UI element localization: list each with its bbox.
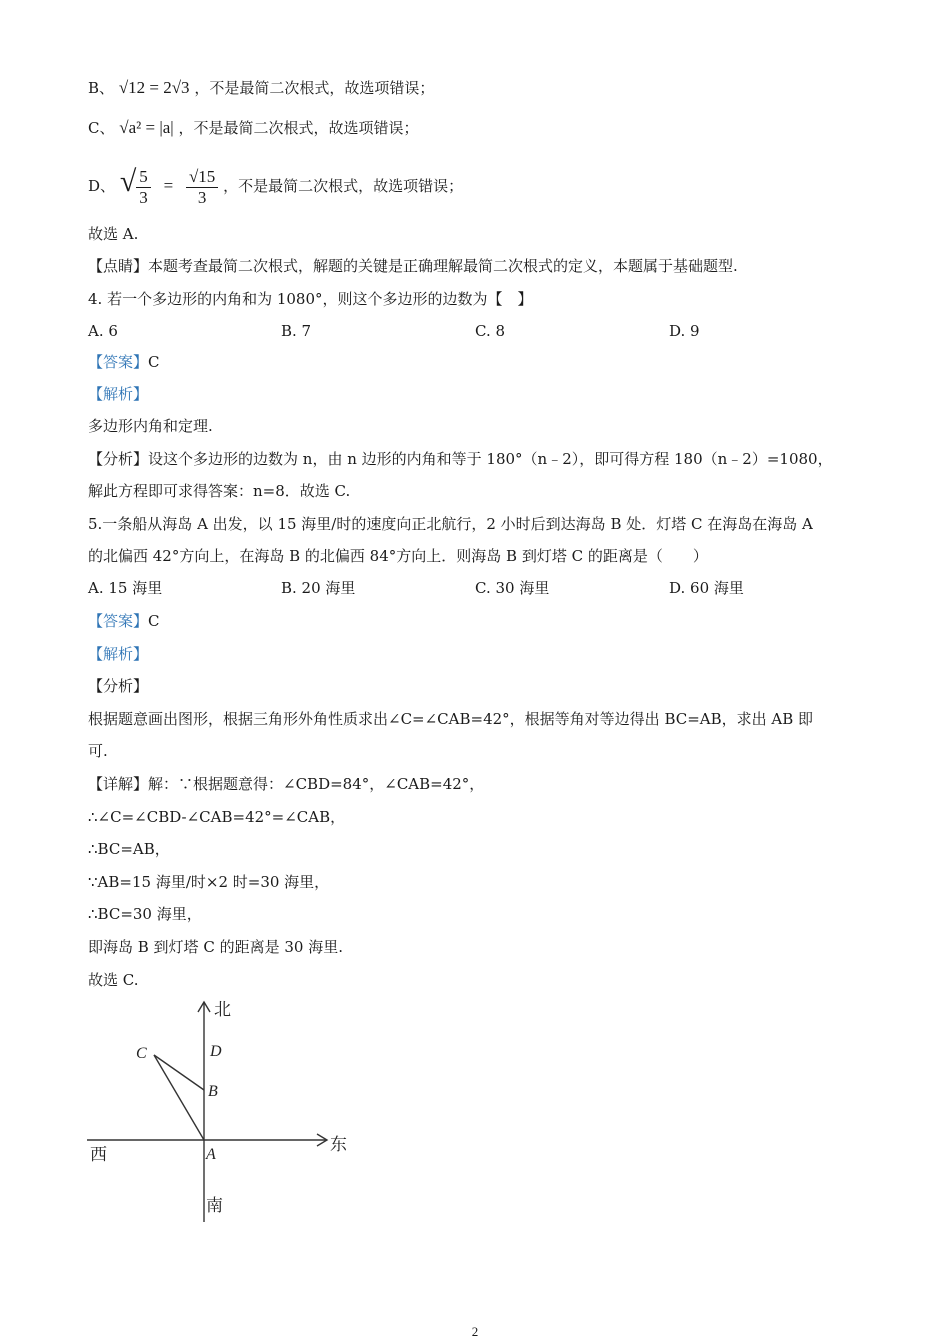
north-label: 北 bbox=[214, 1000, 231, 1019]
q4-option-a: A. 6 bbox=[88, 322, 118, 340]
page-number: 2 bbox=[471, 1324, 479, 1339]
point-c-label: C bbox=[136, 1045, 147, 1062]
q4-option-b: B. 7 bbox=[281, 322, 312, 340]
west-label: 西 bbox=[90, 1145, 107, 1164]
q5-detail-line1: 【详解】解：∵根据题意得：∠CBD=84°，∠CAB=42°， bbox=[88, 775, 485, 793]
q4-analysis-line1 bbox=[88, 449, 833, 469]
q5-detail-line2: ∴∠C=∠CBD-∠CAB=42°=∠CAB， bbox=[88, 808, 346, 826]
numerator: 5 bbox=[136, 167, 151, 188]
q5-option-c: C. 30 海里 bbox=[475, 579, 550, 597]
q4-analysis-tag: 【解析】 bbox=[88, 385, 149, 403]
q5-detail-line4: ∵AB=15 海里/时×2 时=30 海里， bbox=[88, 873, 330, 891]
option-text: ，不是最简二次根式，故选项错误； bbox=[194, 79, 435, 97]
q4-answer bbox=[88, 352, 160, 372]
q3-comment bbox=[88, 256, 738, 276]
q5-stem-line2: 的北偏西 42°方向上，在海岛 B 的北偏西 84°方向上．则海岛 B 到灯塔 C 的距离是（ ） bbox=[88, 547, 708, 565]
q5-analysis-line1: 根据题意画出图形，根据三角形外角性质求出∠C=∠CAB=42°，根据等角对等边得出 BC=AB，求出 AB 即 bbox=[88, 710, 814, 728]
option-d-review bbox=[88, 158, 463, 210]
q5-option-a: A. 15 海里 bbox=[88, 579, 163, 597]
q5-option-b: B. 20 海里 bbox=[281, 579, 356, 597]
denominator: 3 bbox=[197, 187, 207, 207]
option-label: C、 bbox=[88, 119, 115, 137]
q5-detail-line6: 即海岛 B 到灯塔 C 的距离是 30 海里. bbox=[88, 938, 343, 956]
numerator: √15 bbox=[186, 167, 218, 188]
option-label: B、 bbox=[88, 79, 115, 97]
q5-analysis-line2: 可. bbox=[88, 742, 108, 760]
denominator: 3 bbox=[139, 187, 148, 207]
option-b-review bbox=[88, 78, 434, 98]
point-b-label: B bbox=[208, 1083, 218, 1100]
analysis-text: 设这个多边形的边数为 n，由 n 边形的内角和等于 180°（n﹣2），即可得方程 180（n﹣2）=1080， bbox=[148, 450, 833, 468]
q5-conclusion: 故选 C. bbox=[88, 971, 139, 989]
analysis-label: 【分析】 bbox=[88, 450, 149, 468]
q5-answer bbox=[88, 611, 160, 631]
q5-stem-line1: 5.一条船从海岛 A 出发，以 15 海里/时的速度向正北航行，2 小时后到达海岛 B 处．灯塔 C 在海岛在海岛 A bbox=[88, 515, 813, 533]
compass-diagram bbox=[80, 990, 370, 1230]
answer-tag: 【答案】 bbox=[88, 353, 149, 371]
segment-cb bbox=[154, 1055, 204, 1090]
answer-tag: 【答案】 bbox=[88, 612, 149, 630]
answer-value: C bbox=[148, 353, 160, 371]
q4-stem: 4. 若一个多边形的内角和为 1080°，则这个多边形的边数为【 】 bbox=[88, 290, 533, 308]
math-expression: √a² = |a| bbox=[119, 118, 174, 137]
segment-ca bbox=[154, 1055, 204, 1140]
q5-analysis-label: 【分析】 bbox=[88, 677, 149, 695]
option-c-review bbox=[88, 118, 418, 138]
q5-detail-line5: ∴BC=30 海里， bbox=[88, 905, 202, 923]
comment-text: 本题考查最简二次根式，解题的关键是正确理解最简二次根式的定义，本题属于基础题型. bbox=[148, 257, 738, 275]
answer-value: C bbox=[148, 612, 160, 630]
option-text: ，不是最简二次根式，故选项错误； bbox=[178, 119, 419, 137]
fraction-lhs bbox=[136, 167, 151, 208]
equals-sign: = bbox=[163, 176, 174, 195]
south-label: 南 bbox=[206, 1196, 223, 1215]
q5-detail-line3: ∴BC=AB， bbox=[88, 840, 170, 858]
option-label: D、 bbox=[88, 177, 116, 195]
point-a-label: A bbox=[206, 1146, 216, 1163]
option-text: ，不是最简二次根式，故选项错误； bbox=[223, 177, 464, 195]
point-d-label: D bbox=[210, 1043, 222, 1060]
q5-analysis-tag: 【解析】 bbox=[88, 645, 149, 663]
q4-analysis-line2: 解此方程即可求得答案：n=8．故选 C. bbox=[88, 482, 351, 500]
q4-option-c: C. 8 bbox=[475, 322, 506, 340]
east-label: 东 bbox=[330, 1135, 347, 1154]
q4-option-d: D. 9 bbox=[669, 322, 700, 340]
sqrt-symbol: √ bbox=[119, 165, 137, 198]
q4-topic: 多边形内角和定理. bbox=[88, 417, 213, 435]
comment-tag: 【点睛】 bbox=[88, 257, 149, 275]
q3-conclusion: 故选 A. bbox=[88, 225, 139, 243]
math-expression: √12 = 2√3 bbox=[118, 78, 190, 97]
q5-option-d: D. 60 海里 bbox=[669, 579, 744, 597]
fraction-rhs bbox=[186, 167, 218, 208]
